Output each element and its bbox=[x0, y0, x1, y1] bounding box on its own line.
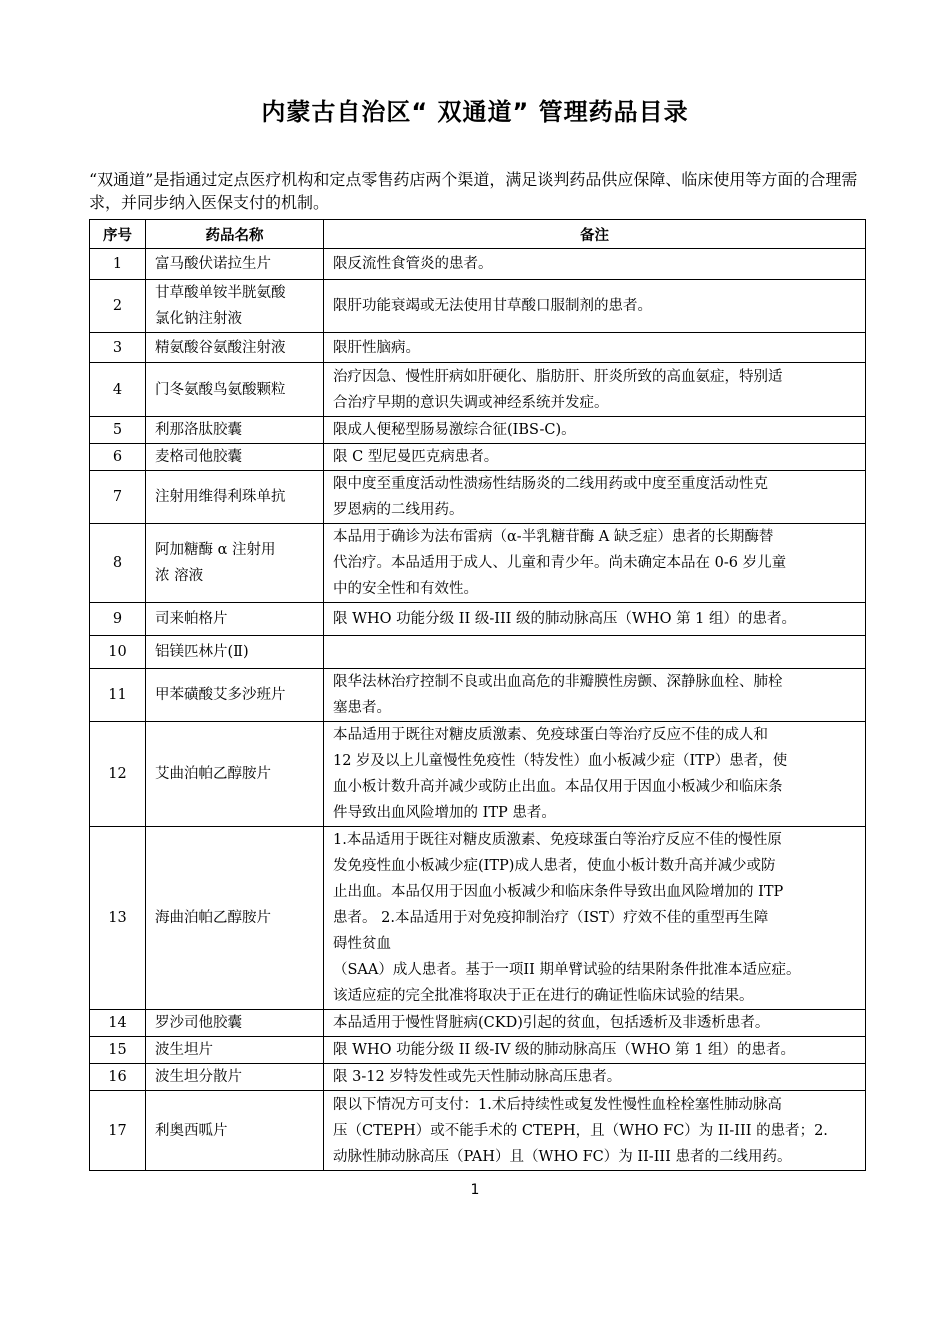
drug-name bbox=[146, 1064, 324, 1091]
page-title: 内蒙古自治区“ 双通道” 管理药品目录 bbox=[261, 98, 689, 126]
drug-note-line: 限中度至重度活动性溃疡性结肠炎的二线用药或中度至重度活动性克 bbox=[333, 476, 768, 492]
table-row bbox=[90, 827, 866, 1010]
table-header-row bbox=[90, 220, 866, 249]
drug-name bbox=[146, 471, 324, 524]
row-number: 3 bbox=[90, 333, 146, 363]
drug-name-line: 甘草酸单铵半胱氨酸 bbox=[155, 285, 286, 301]
row-number: 15 bbox=[90, 1037, 146, 1064]
drug-name-line: 氯化钠注射液 bbox=[155, 311, 242, 327]
drug-note bbox=[324, 471, 866, 524]
table-row bbox=[90, 603, 866, 636]
header-note: 备注 bbox=[324, 220, 866, 249]
drug-note bbox=[324, 444, 866, 471]
drug-note bbox=[324, 1037, 866, 1064]
drug-note-line: 中的安全性和有效性。 bbox=[333, 581, 478, 597]
drug-name-line: 门冬氨酸鸟氨酸颗粒 bbox=[155, 381, 286, 398]
drug-note-line: 限 C 型尼曼匹克病患者。 bbox=[333, 449, 499, 465]
drug-name-line: 浓 溶液 bbox=[155, 568, 204, 584]
drug-name bbox=[146, 280, 324, 333]
table-row bbox=[90, 280, 866, 333]
row-number: 13 bbox=[90, 827, 146, 1010]
table-row bbox=[90, 417, 866, 444]
table-row bbox=[90, 444, 866, 471]
drug-name bbox=[146, 827, 324, 1010]
intro-paragraph: “双通道”是指通过定点医疗机构和定点零售药店两个渠道，满足谈判药品供应保障、临床使用等方面的合理需求，并同步纳入医保支付的机制。 bbox=[89, 170, 858, 212]
row-number: 6 bbox=[90, 444, 146, 471]
drug-name bbox=[146, 603, 324, 636]
drug-note bbox=[324, 333, 866, 363]
drug-name bbox=[146, 249, 324, 280]
table-row bbox=[90, 1064, 866, 1091]
drug-note-line: 该适应症的完全批准将取决于正在进行的确证性临床试验的结果。 bbox=[333, 988, 754, 1004]
drug-name bbox=[146, 524, 324, 603]
drug-note-line: 限肝功能衰竭或无法使用甘草酸口服制剂的患者。 bbox=[333, 298, 652, 314]
row-number: 4 bbox=[90, 363, 146, 417]
row-number: 9 bbox=[90, 603, 146, 636]
drug-note-line: 发免疫性血小板减少症(ITP)成人患者，使血小板计数升高并减少或防 bbox=[333, 858, 776, 874]
table-row bbox=[90, 1091, 866, 1171]
drug-name bbox=[146, 333, 324, 363]
drug-note-line: 件导致出血风险增加的 ITP 患者。 bbox=[333, 805, 556, 821]
drug-note bbox=[324, 249, 866, 280]
row-number: 8 bbox=[90, 524, 146, 603]
drug-name bbox=[146, 1091, 324, 1171]
drug-note bbox=[324, 722, 866, 827]
drug-name-line: 铝镁匹林片(Ⅱ) bbox=[155, 644, 249, 660]
drug-name-line: 甲苯磺酸艾多沙班片 bbox=[155, 687, 286, 703]
drug-note-line: 治疗因急、慢性肝病如肝硬化、脂肪肝、肝炎所致的高血氨症，特别适 bbox=[333, 368, 783, 385]
drug-note bbox=[324, 827, 866, 1010]
drug-name-line: 麦格司他胶囊 bbox=[155, 449, 242, 465]
table-row bbox=[90, 1010, 866, 1037]
drug-name bbox=[146, 444, 324, 471]
drug-name-line: 富马酸伏诺拉生片 bbox=[155, 256, 271, 272]
drug-note-line: 止出血。本品仅用于因血小板减少和临床条件导致出血风险增加的 ITP bbox=[333, 884, 784, 900]
drug-note bbox=[324, 417, 866, 444]
table-row bbox=[90, 722, 866, 827]
drug-name bbox=[146, 363, 324, 417]
drug-note bbox=[324, 1010, 866, 1037]
drug-name-line: 利那洛肽胶囊 bbox=[155, 422, 242, 438]
drug-note bbox=[324, 636, 866, 669]
table-row bbox=[90, 669, 866, 722]
drug-note bbox=[324, 1064, 866, 1091]
drug-name bbox=[146, 1037, 324, 1064]
drug-note-line: 患者。 2.本品适用于对免疫抑制治疗（IST）疗效不佳的重型再生障 bbox=[333, 910, 769, 926]
drug-note bbox=[324, 603, 866, 636]
header-drug-name: 药品名称 bbox=[146, 220, 324, 249]
row-number: 1 bbox=[90, 249, 146, 280]
row-number: 7 bbox=[90, 471, 146, 524]
drug-note-line: 12 岁及以上儿童慢性免疫性（特发性）血小板减少症（ITP）患者，使 bbox=[333, 753, 788, 769]
drug-name-line: 阿加糖酶 α 注射用 bbox=[155, 542, 276, 558]
drug-note bbox=[324, 280, 866, 333]
table-row bbox=[90, 249, 866, 280]
drug-name bbox=[146, 669, 324, 722]
drug-note-line: 限华法林治疗控制不良或出血高危的非瓣膜性房颤、深静脉血栓、肺栓 bbox=[333, 674, 783, 690]
drug-note-line: 血小板计数升高并减少或防止出血。本品仅用于因血小板减少和临床条 bbox=[333, 779, 783, 795]
row-number: 10 bbox=[90, 636, 146, 669]
table-body bbox=[90, 249, 866, 1171]
table-row bbox=[90, 636, 866, 669]
drug-name-line: 注射用维得利珠单抗 bbox=[155, 489, 286, 505]
drug-note-line: 塞患者。 bbox=[333, 700, 391, 716]
table-row bbox=[90, 333, 866, 363]
drug-note-line: 1.本品适用于既往对糖皮质激素、免疫球蛋白等治疗反应不佳的慢性原 bbox=[333, 832, 782, 848]
drug-note-line: 本品适用于既往对糖皮质激素、免疫球蛋白等治疗反应不佳的成人和 bbox=[333, 727, 768, 743]
drug-name-line: 司来帕格片 bbox=[155, 611, 228, 627]
drug-note-line: 本品适用于慢性肾脏病(CKD)引起的贫血，包括透析及非透析患者。 bbox=[333, 1015, 770, 1031]
drug-name-line: 海曲泊帕乙醇胺片 bbox=[155, 910, 271, 926]
row-number: 16 bbox=[90, 1064, 146, 1091]
row-number: 17 bbox=[90, 1091, 146, 1171]
drug-note-line: 压（CTEPH）或不能手术的 CTEPH，且（WHO FC）为 II-III 的患者；2. bbox=[333, 1122, 828, 1139]
drug-note-line: 限成人便秘型肠易激综合征(IBS-C)。 bbox=[333, 422, 576, 438]
table-row bbox=[90, 524, 866, 603]
drug-note bbox=[324, 1091, 866, 1171]
table-row bbox=[90, 363, 866, 417]
table-row bbox=[90, 1037, 866, 1064]
drug-name-line: 精氨酸谷氨酸注射液 bbox=[155, 339, 286, 356]
drug-name bbox=[146, 636, 324, 669]
drug-name bbox=[146, 417, 324, 444]
drug-note-line: 限以下情况方可支付：1.术后持续性或复发性慢性血栓栓塞性肺动脉高 bbox=[333, 1096, 782, 1113]
row-number: 14 bbox=[90, 1010, 146, 1037]
drug-note-line: 罗恩病的二线用药。 bbox=[333, 502, 464, 518]
drug-table bbox=[89, 219, 866, 1171]
drug-name bbox=[146, 1010, 324, 1037]
drug-name bbox=[146, 722, 324, 827]
drug-name-line: 波生坦片 bbox=[155, 1042, 213, 1058]
drug-note bbox=[324, 524, 866, 603]
drug-note-line: 碍性贫血 bbox=[333, 936, 391, 952]
header-no: 序号 bbox=[90, 220, 146, 249]
drug-note-line: 合治疗早期的意识失调或神经系统并发症。 bbox=[333, 394, 609, 411]
drug-note-line: 限 WHO 功能分级 II 级-III 级的肺动脉高压（WHO 第 1 组）的患者。 bbox=[333, 611, 797, 627]
drug-name-line: 波生坦分散片 bbox=[155, 1069, 242, 1085]
drug-note-line: 代治疗。本品适用于成人、儿童和青少年。尚未确定本品在 0-6 岁儿童 bbox=[333, 555, 787, 571]
page-number: 1 bbox=[470, 1182, 480, 1198]
row-number: 12 bbox=[90, 722, 146, 827]
drug-name-line: 利奥西呱片 bbox=[155, 1122, 228, 1139]
drug-note-line: 限反流性食管炎的患者。 bbox=[333, 256, 493, 272]
row-number: 11 bbox=[90, 669, 146, 722]
drug-note-line: 动脉性肺动脉高压（PAH）且（WHO FC）为 II-III 患者的二线用药。 bbox=[333, 1148, 792, 1165]
row-number: 2 bbox=[90, 280, 146, 333]
drug-note bbox=[324, 363, 866, 417]
drug-note-line: （SAA）成人患者。基于一项II 期单臂试验的结果附条件批准本适应症。 bbox=[333, 962, 801, 978]
table-row bbox=[90, 471, 866, 524]
drug-name-line: 艾曲泊帕乙醇胺片 bbox=[155, 766, 271, 782]
drug-note-line: 限 WHO 功能分级 II 级-IV 级的肺动脉高压（WHO 第 1 组）的患者。 bbox=[333, 1042, 796, 1058]
drug-note-line: 本品用于确诊为法布雷病（α-半乳糖苷酶 A 缺乏症）患者的长期酶替 bbox=[333, 529, 774, 545]
drug-note-line: 限肝性脑病。 bbox=[333, 339, 420, 356]
row-number: 5 bbox=[90, 417, 146, 444]
drug-name-line: 罗沙司他胶囊 bbox=[155, 1015, 242, 1031]
drug-note-line: 限 3-12 岁特发性或先天性肺动脉高压患者。 bbox=[333, 1069, 622, 1085]
drug-note bbox=[324, 669, 866, 722]
